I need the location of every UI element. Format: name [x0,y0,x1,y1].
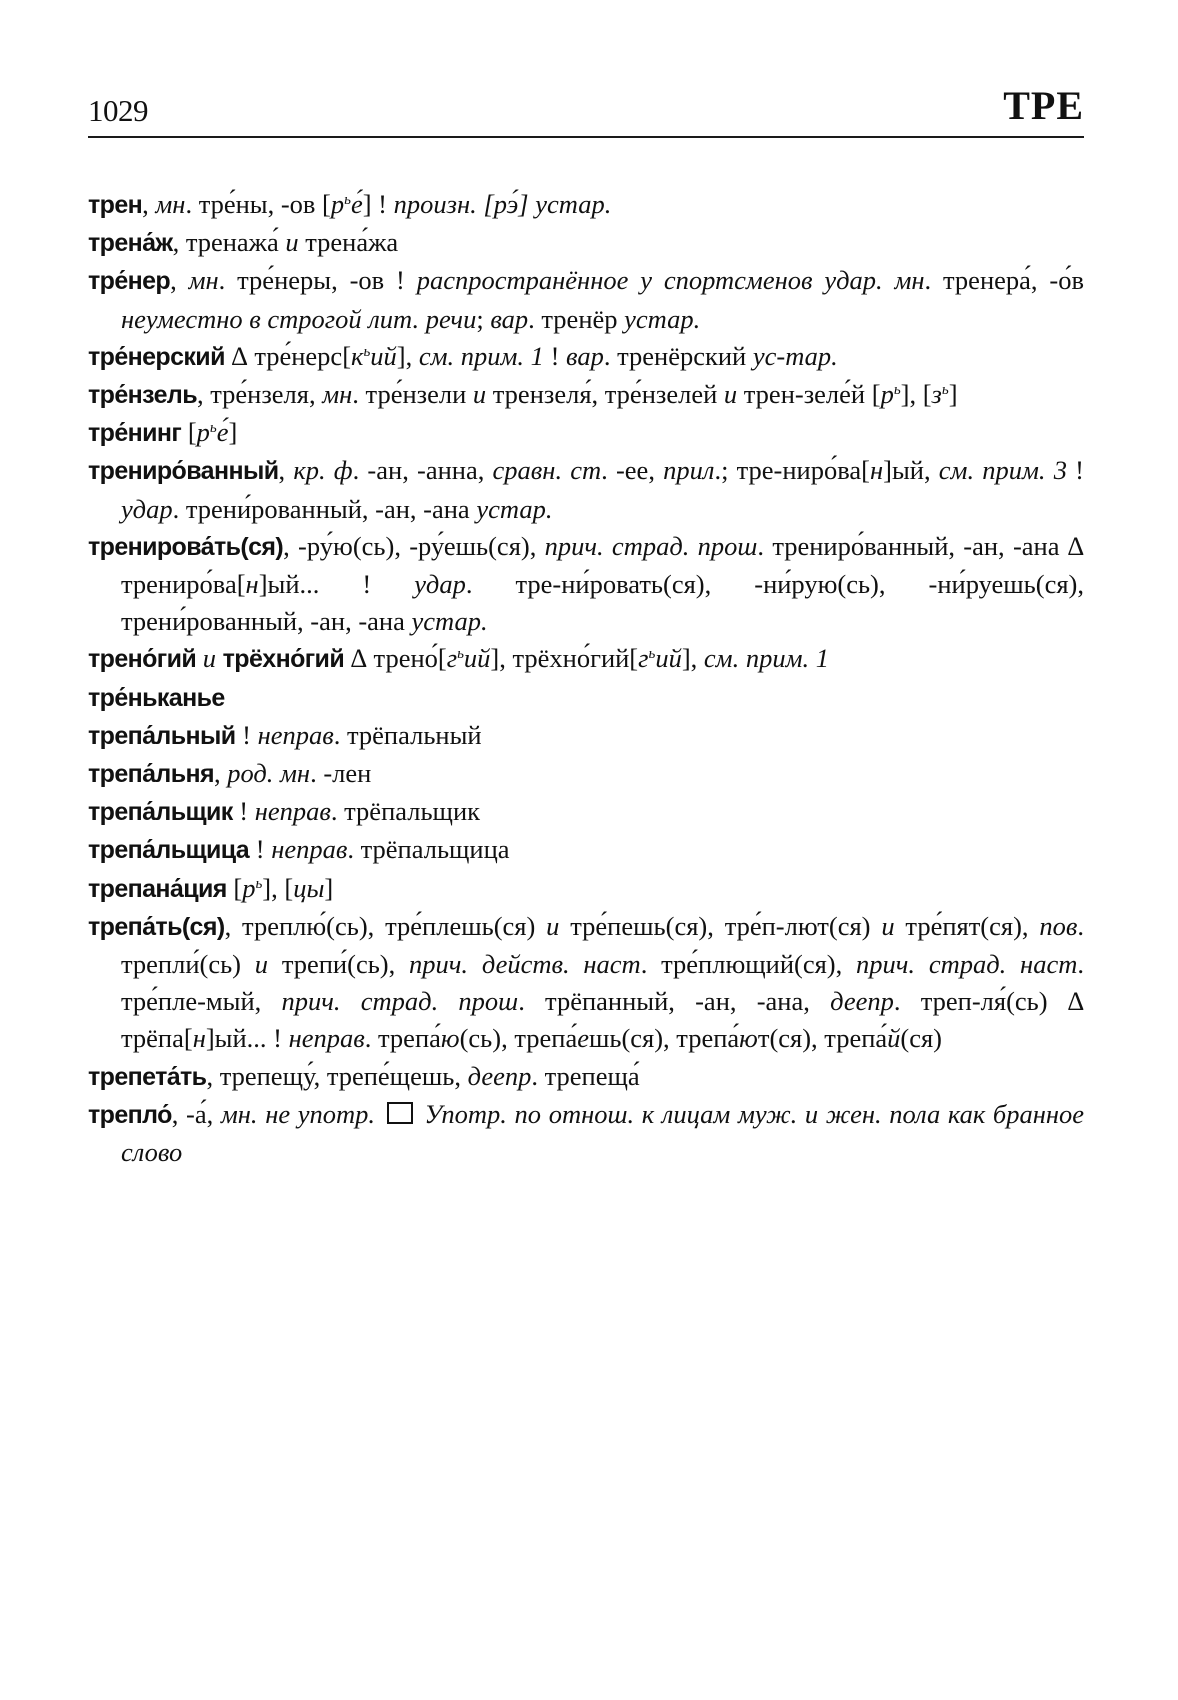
entry-text: ! [1066,455,1084,486]
dictionary-entry [88,1058,1084,1096]
italic-label: р [880,379,894,410]
headword: трепло́ [88,1100,172,1129]
headword: трена́ж [88,229,173,258]
entry-list [88,186,1084,1171]
dictionary-entry [88,376,1084,414]
italic-label: неправ [257,719,334,750]
italic-label: неуместно в строгой лит. речи [121,303,477,334]
italic-label: деепр [830,986,894,1017]
dictionary-entry [88,452,1084,527]
entry-text: шь(ся), трепа́ [588,1023,740,1054]
italic-label: Употр. по отнош. к лицам муж. и жен. пола как бранное слово [121,1098,1085,1168]
entry-text: . треп-ля́(сь) ∆ трёпа[ [121,986,1085,1054]
soft-sign-superscript: ь [344,192,351,208]
entry-text: ; [476,303,491,334]
header-rule [88,136,1084,138]
entry-text: ∆ тре́нерс[ [224,340,352,371]
italic-label: мн. не употр. [220,1098,376,1129]
italic-label: вар [490,303,529,334]
entry-text: .; тре-ниро́ва[ [714,455,870,486]
entry-text: , [278,455,294,486]
entry-text: ], [ [900,379,932,410]
entry-text: [ [226,872,243,903]
headword: тре́нинг [88,419,182,448]
dictionary-entry [88,262,1084,337]
dictionary-entry [88,793,1084,831]
italic-label: кр. ф [293,455,353,486]
italic-label: р [330,189,345,219]
entry-text: , [142,189,156,219]
italic-label: з [931,379,942,410]
italic-label: й [887,1023,901,1054]
headword: трёхно́гий [222,645,345,674]
soft-sign-superscript: ь [363,343,371,360]
dictionary-entry [88,414,1084,452]
headword: трепана́ция [88,874,227,903]
italic-label: род. мн [227,758,311,789]
dictionary-entry [88,717,1084,755]
italic-label: ий [370,340,397,371]
dictionary-entry [88,870,1084,908]
italic-label: неправ [271,834,348,865]
entry-text: . -лен [310,758,372,789]
italic-label: р [196,417,210,448]
entry-text: , тре́нзеля, [196,379,323,410]
entry-text: трензеля́, тре́нзелей [486,379,724,410]
entry-text: . трёпальный [333,719,482,750]
entry-text: . -ан, -анна, [352,455,493,486]
entry-text: . трёпальщик [330,796,481,827]
italic-label: е [577,1023,589,1054]
headword: трепа́льщица [88,836,250,865]
entry-text: . трепеща́ [531,1060,640,1091]
headword: трепета́ть [88,1062,207,1091]
dictionary-entry [88,831,1084,869]
italic-label: распространённое у спортсменов удар. мн [416,265,925,296]
dictionary-entry [88,1096,1084,1171]
italic-label: неправ [288,1023,365,1054]
entry-text: т(ся), трепа́ [757,1023,888,1054]
entry-text: тре́пят(ся), [894,910,1040,941]
italic-label: е́ [216,417,229,448]
italic-label: устар. [411,606,488,637]
soft-sign-superscript: ь [941,382,949,399]
entry-text: ∆ трено́[ [344,643,447,674]
italic-label: р [242,872,256,903]
entry-text: ]ый... ! [205,1023,289,1054]
entry-text: . трени́рованный, -ан, -ана [172,493,477,524]
headword: трено́гий [88,645,197,674]
italic-label: ий [463,643,491,674]
italic-label: и [202,643,217,674]
entry-text: , [170,265,189,296]
entry-text: ! [543,340,567,371]
entry-text: , тренажа́ [172,227,286,258]
italic-label: прич. страд. прош [544,530,758,561]
entry-text: трена́жа [298,227,399,258]
headword: тренирова́ть(ся) [88,532,284,561]
entry-text: (сь), трепа́ [459,1023,578,1054]
headword: тре́нерский [88,342,225,371]
entry-text: . -ее, [601,455,664,486]
entry-text: ]ый... ! [258,569,415,600]
italic-label: произн. [рэ́] устар. [393,189,612,219]
headword: трен [88,191,143,219]
entry-text: . трениро́ванный, -ан, -ана ∆ трениро́ва[ [121,530,1084,600]
entry-text: . тре-ни́ровать(ся), -ни́рую(сь), -ни́руешь(ся), трени́рованный, -ан, -ана [121,569,1084,637]
italic-label: и [472,379,487,410]
entry-text: ], [ [262,872,294,903]
italic-label: устар. [476,493,553,524]
entry-text: ! [235,719,258,750]
entry-text: . трёпанный, -ан, -ана, [518,986,831,1017]
entry-text: . трепли́(сь) [121,910,1085,980]
dictionary-entry [88,755,1084,793]
italic-label: н [245,569,259,600]
italic-label: мн [322,379,353,410]
dictionary-entry [88,908,1084,1058]
dictionary-entry [88,640,1084,678]
entry-text: . тренёр [528,303,625,334]
italic-label: и [285,227,299,258]
italic-label: цы [293,872,325,903]
entry-text: ], трёхно́гий[ [490,643,639,674]
entry-text [216,643,223,673]
entry-text: . тре́пле-мый, [121,949,1084,1017]
entry-text: ] [228,417,238,448]
italic-label: см. прим. 1 [418,340,544,371]
page-number: 1029 [88,93,148,128]
entry-text: ] [324,872,334,903]
italic-label: и [723,379,738,410]
headword: тре́ньканье [88,683,225,712]
entry-text: ! [249,834,272,865]
entry-text: , треплю́(сь), тре́плешь(ся) [224,910,547,941]
entry-text: ] [948,379,958,410]
entry-text: [ [181,417,197,448]
italic-label: к [351,340,364,371]
entry-text [196,643,203,673]
entry-text: , -а́, [171,1098,221,1129]
entry-text: . тре́нзели [352,379,473,410]
italic-label: вар [566,340,604,371]
headword: тре́нзель [88,381,197,410]
soft-sign-superscript: ь [209,420,217,437]
headword: тре́нер [88,267,171,296]
italic-label: н [869,455,884,486]
entry-text [375,1099,383,1129]
entry-text: ! [232,796,255,827]
entry-text: , трепещу́, трепе́щешь, [206,1060,468,1091]
entry-text: ], [396,340,419,371]
dictionary-entry [88,186,1084,224]
italic-label: см. прим. 3 [938,455,1067,486]
soft-sign-superscript: ь [648,646,656,663]
entry-text: ]ый, [883,455,939,486]
entry-text: , -ру́ю(сь), -ру́ешь(ся), [283,530,545,561]
headword: трепа́ть(ся) [88,912,225,941]
usage-note-box-icon [387,1102,413,1124]
italic-label: прич. страд. наст [856,949,1078,980]
running-head [88,78,1084,126]
italic-label: устар. [624,303,701,334]
headword: трепа́льщик [88,798,233,827]
italic-label: сравн. ст [492,455,602,486]
italic-label: и [546,910,560,941]
italic-label: ус-тар. [752,340,838,371]
entry-text: ] ! [362,189,394,219]
italic-label: ю [440,1023,460,1054]
italic-label: н [192,1023,206,1054]
dictionary-page [88,78,1084,1171]
dictionary-entry [88,338,1084,376]
italic-label: ю [739,1023,758,1054]
dictionary-entry [88,679,1084,717]
entry-text: трепи́(сь), [268,949,410,980]
italic-label: деепр [467,1060,532,1091]
entry-text: ], [681,643,704,674]
italic-label: г [446,643,458,674]
italic-label: прил [663,455,715,486]
entry-text: . тренёрский [603,340,753,371]
italic-label: ий [655,643,682,674]
entry-text: тре́пешь(ся), тре́п-лют(ся) [559,910,882,941]
entry-text: . тренера́, -о́в [924,265,1084,296]
dictionary-entry [88,528,1084,641]
entry-text: трен-зеле́й [ [737,379,881,410]
dictionary-entry [88,224,1084,262]
italic-label: неправ [254,796,331,827]
entry-text: . трёпальщица [347,834,510,865]
entry-text: . тре́неры, -ов ! [218,265,417,296]
italic-label: прич. действ. наст [409,949,641,980]
entry-text: . тре́плющий(ся), [640,949,857,980]
soft-sign-superscript: ь [255,875,263,892]
headword: трепа́льный [88,721,236,750]
soft-sign-superscript: ь [893,382,901,399]
italic-label: мн [188,265,219,296]
italic-label: е́ [350,189,363,219]
guide-word: ТРЕ [1003,83,1084,128]
soft-sign-superscript: ь [457,646,464,663]
entry-text: , [213,758,228,789]
italic-label: г [638,643,649,674]
headword: трепа́льня [88,760,214,789]
entry-text: (ся) [900,1023,943,1054]
italic-label: удар [121,493,173,524]
italic-label: мн [155,189,186,219]
italic-label: пов [1039,910,1078,941]
italic-label: удар [414,569,466,600]
entry-text: . трепа́ [364,1023,441,1054]
italic-label: см. прим. 1 [703,643,829,674]
italic-label: прич. страд. прош [281,986,519,1017]
italic-label: и [881,910,895,941]
entry-text: . тре́ны, -ов [ [185,189,331,219]
headword: трениро́ванный [88,457,279,486]
italic-label: и [254,949,269,980]
